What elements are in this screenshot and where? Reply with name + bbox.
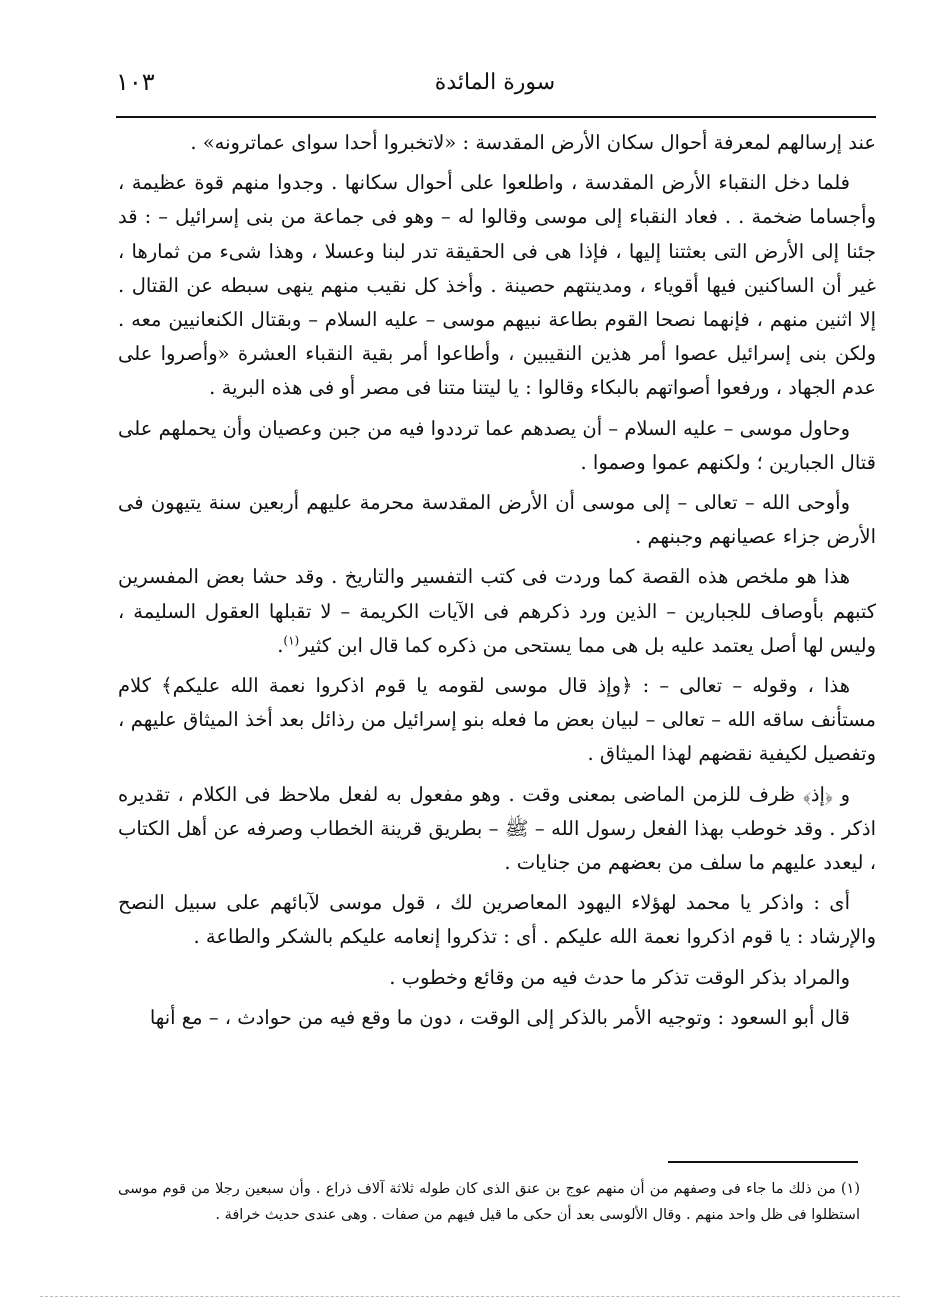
paragraph-with-footnote: هذا هو ملخص هذه القصة كما وردت فى كتب التفسير والتاريخ . وقد حشا بعض المفسرين كتبهم بأوصاف للجبارين – الذين ورد ذكرهم فى الآيات الكريمة – لا تقبلها العقول السليمة ، وليس لها أصل يعتمد عليه بل هى مما يستحى من ذكره كما قال ابن كثير$^{(١)}$. [118,565,876,657]
header-rule [116,116,876,118]
running-title: سورة المائدة [434,70,556,95]
page-header [116,60,874,108]
scan-edge [40,1296,900,1297]
paragraph: والمراد بذكر الوقت تذكر ما حدث فيه من وقائع وخطوب . [389,965,850,989]
page-number: ١٠٣ [116,68,155,96]
paragraph: قال أبو السعود : وتوجيه الأمر بالذكر إلى الوقت ، دون ما وقع فيه من حوادث ، – مع أنها [149,1005,850,1029]
footnote [118,1176,860,1228]
paragraph: هذا هو ملخص هذه القصة كما وردت فى كتب التفسير والتاريخ . وقد حشا بعض المفسرين كتبهم بأوصاف للجبارين – الذين ورد ذكرهم فى الآيات الكريمة – لا تقبلها العقول السليمة ، وليس لها أصل يعتمد عليه بل هى مما يستحى من ذكره كما قال ابن كثير [118,565,876,657]
footnote-text: (١) من ذلك ما جاء فى وصفهم من أن منهم عوج بن عنق الذى كان طوله ثلاثة آلاف ذراع . وأن سبعين رجلا من قوم موسى استظلوا فى ظل واحد منهم . وقال الألوسى بعد أن حكى ما قيل فيهم من صفات . وهى عندى حديث خرافة . [118,1181,860,1223]
paragraph: هذا ، وقوله – تعالى – : ﴿وإذ قال موسى لقومه يا قوم اذكروا نعمة الله عليكم﴾ كلام مستأنف ساقه الله – تعالى – لبيان بعض ما فعله بنو إسرائيل من رذائل بعد أخذ الميثاق عليهم ، وتفصيل لكيفية نقضهم لهذا الميثاق . [118,674,876,766]
paragraph: أى : واذكر يا محمد لهؤلاء اليهود المعاصرين لك ، قول موسى لآبائهم على سبيل النصح والإرشاد : يا قوم اذكروا نعمة الله عليكم . أى : تذكروا إنعامه عليكم بالشكر والطاعة . [118,891,876,949]
paragraph: و ﴿إذ﴾ ظرف للزمن الماضى بمعنى وقت . وهو مفعول به لفعل ملاحظ فى الكلام ، تقديره اذكر . وقد خوطب بهذا الفعل رسول الله – ﷺ – بطريق قرينة الخطاب وصرفه عن أهل الكتاب ، ليعدد عليهم ما سلف من بعضهم من جنايات . [118,782,876,875]
footnote-marker[interactable]: (١) [283,633,300,648]
paragraph: فلما دخل النقباء الأرض المقدسة ، واطلعوا على أحوال سكانها . وجدوا منهم قوة عظيمة ، وأجساما ضخمة . . فعاد النقباء إلى موسى وقالوا له – وهو فى جماعة من بنى إسرائيل – : قد جئنا إلى الأرض التى بعثتنا إليها ، فإذا هى فى الحقيقة تدر لبنا وعسلا ، وهذا شىء من ثمارها ، غير أن الساكنين فيها أقوياء ، ومدينتهم حصينة . وأخذ كل نقيب منهم ينهى سبطه عن القتال . إلا اثنين منهم ، فإنهما نصحا القوم بطاعة نبيهم موسى – عليه السلام – وبقتال الكنعانيين معه . ولكن بنى إسرائيل عصوا أمر هذين النقيبين ، وأطاعوا أمر بقية النقباء العشرة «وأصروا على عدم الجهاد ، ورفعوا أصواتهم بالبكاء وقالوا : يا ليتنا متنا فى مصر أو فى هذه البرية . [118,171,876,400]
main-text [118,126,876,1041]
paragraph: وأوحى الله – تعالى – إلى موسى أن الأرض المقدسة محرمة عليهم أربعين سنة يتيهون فى الأرض جزاء عصيانهم وجبنهم . [118,491,876,549]
footnote-rule [668,1161,858,1163]
paragraph: عند إرسالهم لمعرفة أحوال سكان الأرض المقدسة : «لاتخبروا أحدا سواى عماترونه» . [190,131,876,154]
paragraph: وحاول موسى – عليه السلام – أن يصدهم عما ترددوا فيه من جبن وعصيان وأن يحملهم على قتال الجبارين ؛ ولكنهم عموا وصموا . [118,416,876,474]
